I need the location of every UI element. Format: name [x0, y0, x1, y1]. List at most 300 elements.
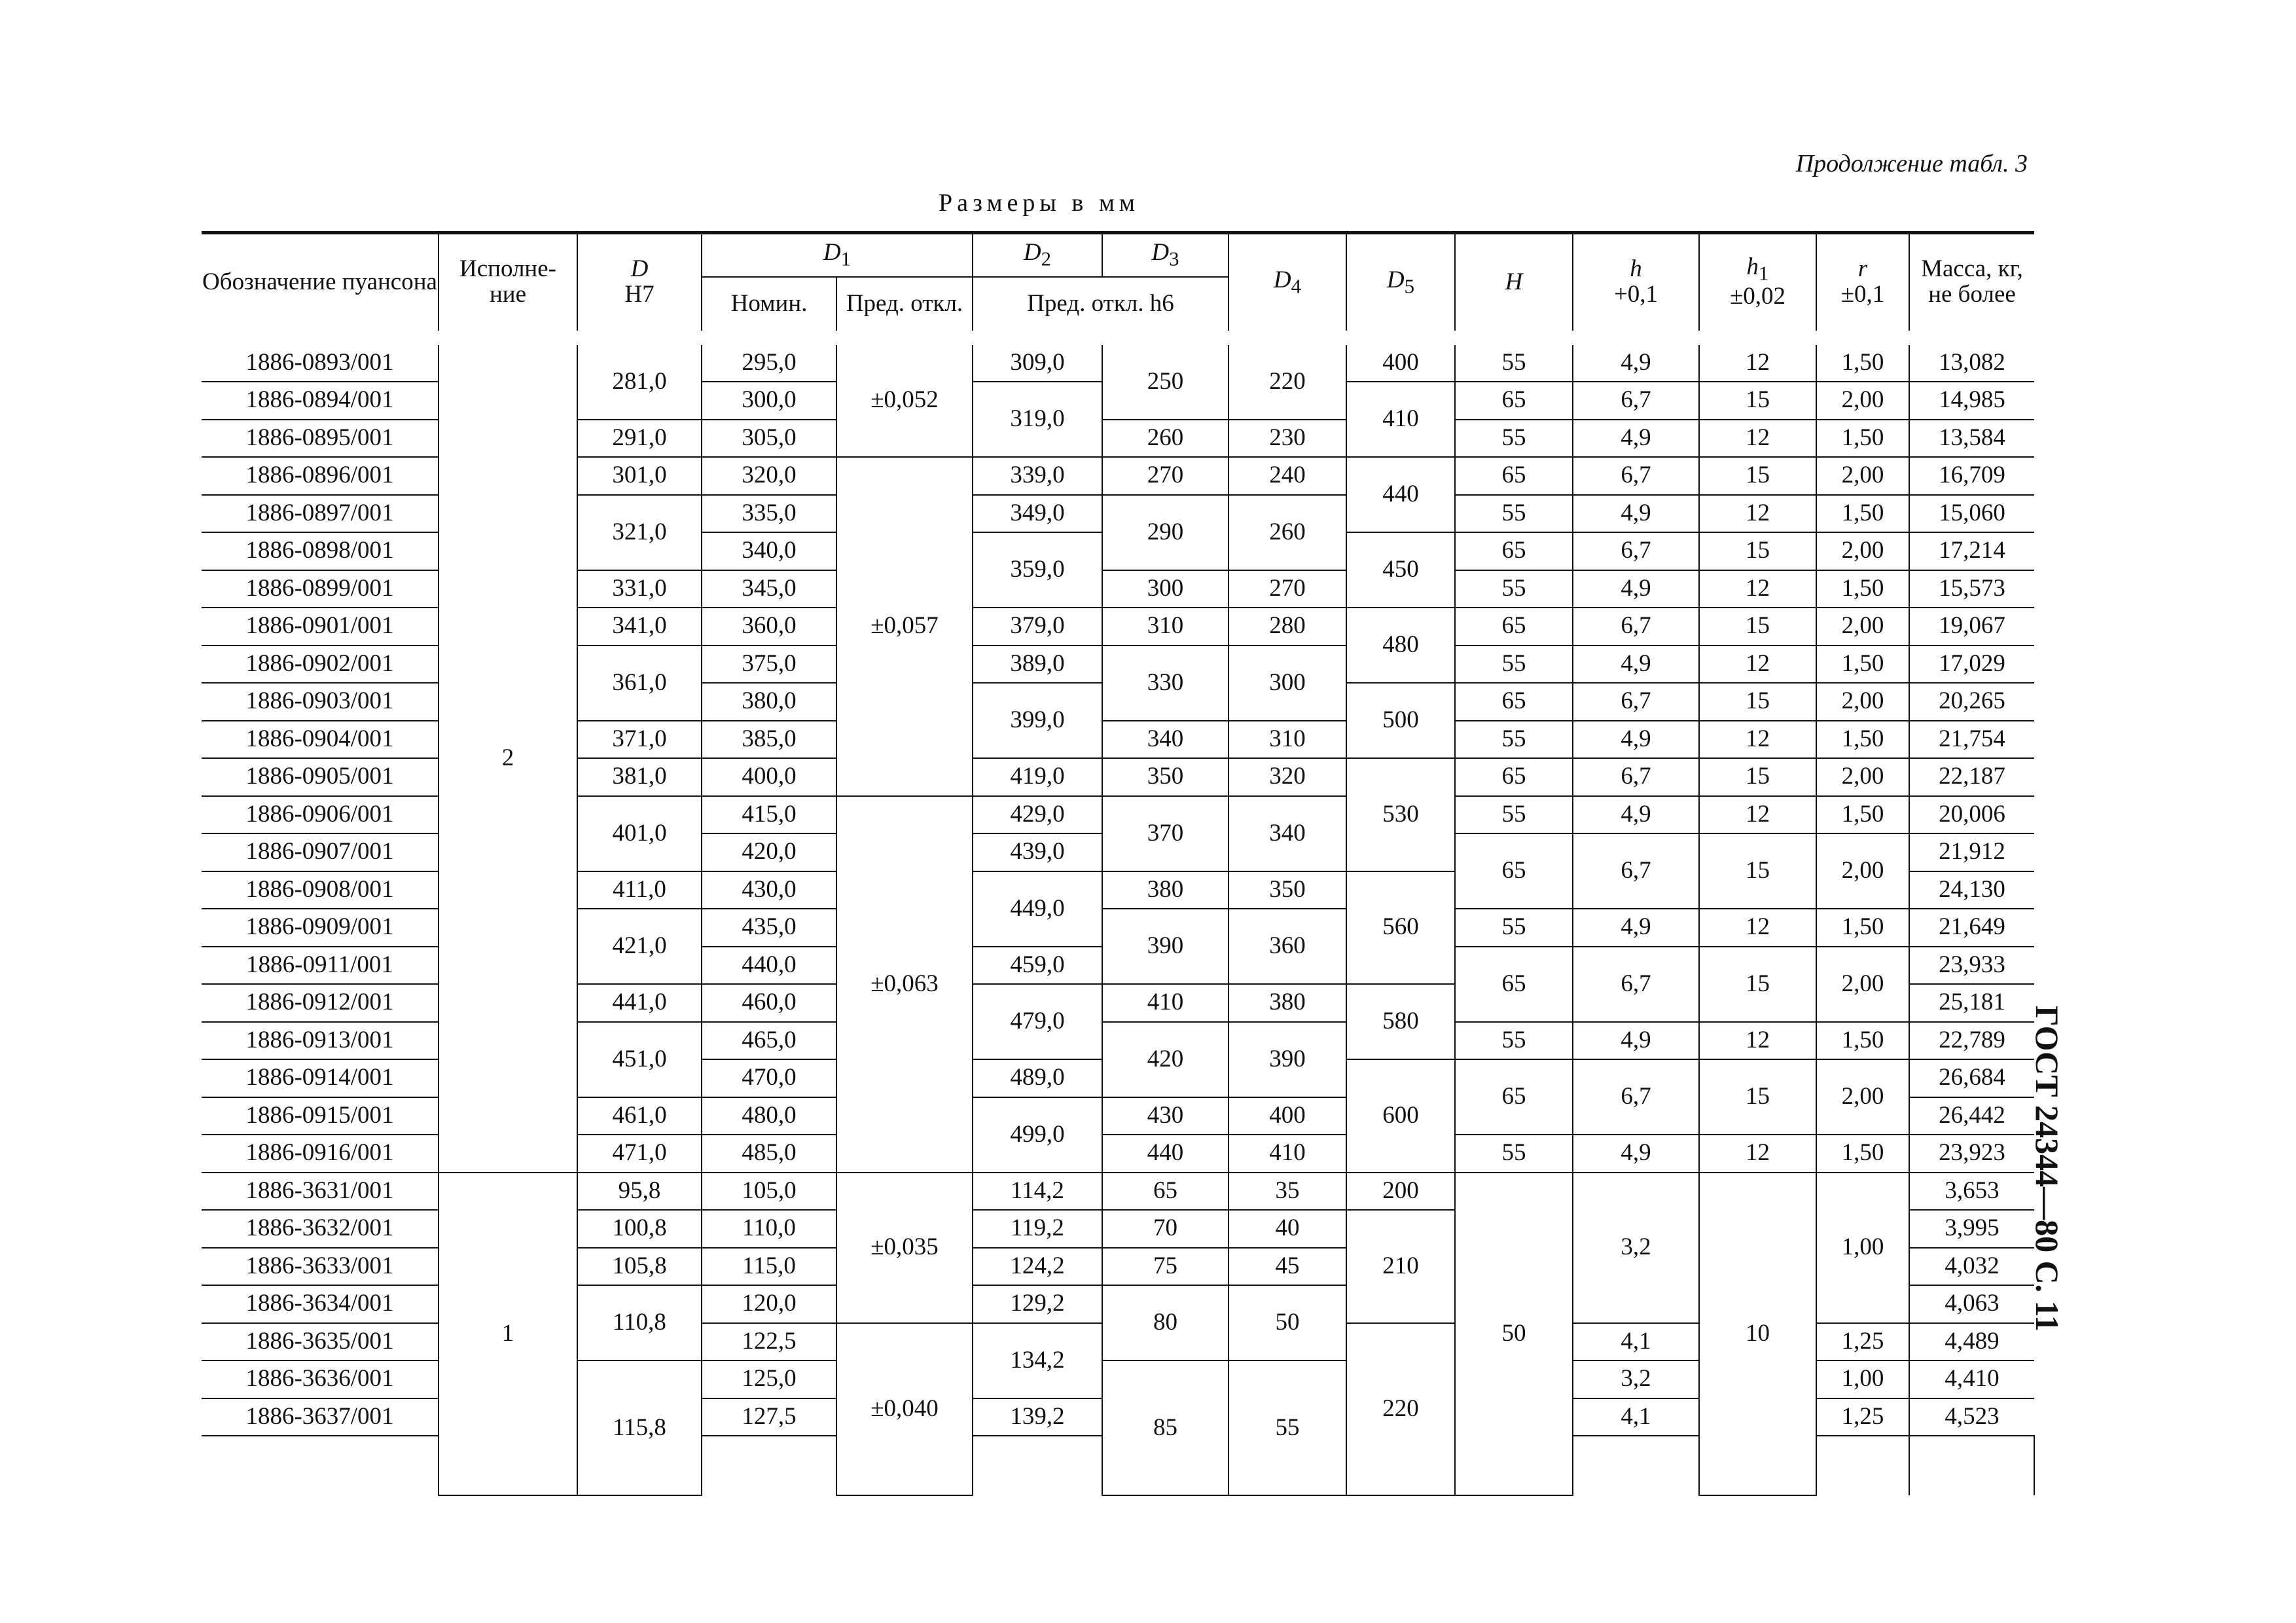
cell-oboznachenie: 1886-0903/001 [202, 683, 439, 721]
cell-D: 401,0 [577, 796, 702, 871]
cell-D2: 459,0 [973, 947, 1102, 985]
cell-D1-nomin: 340,0 [702, 532, 836, 570]
cell-D4: 40 [1229, 1210, 1346, 1248]
cell-D1-nomin: 115,0 [702, 1248, 836, 1286]
cell-D2: 419,0 [973, 758, 1102, 796]
cell-massa: 4,032 [1909, 1248, 2034, 1286]
cell-D5: 480 [1346, 608, 1455, 683]
cell-D2: 134,2 [973, 1323, 1102, 1398]
cell-H: 55 [1455, 420, 1573, 458]
cell-h: 4,9 [1573, 570, 1699, 608]
cell-D: 411,0 [577, 871, 702, 909]
col-D3: $D_3$ [1102, 233, 1229, 277]
cell-massa: 26,442 [1909, 1097, 2034, 1135]
cell-massa: 4,063 [1909, 1285, 2034, 1323]
cell-D5: 450 [1346, 532, 1455, 608]
cell-massa: 19,067 [1909, 608, 2034, 646]
cell-massa: 3,653 [1909, 1173, 2034, 1211]
cell-oboznachenie: 1886-0898/001 [202, 532, 439, 570]
col-D4: $D_4$ [1229, 233, 1346, 338]
cell-D1-tol: ±0,063 [836, 796, 973, 1173]
cell-D2: 399,0 [973, 683, 1102, 758]
cell-r: 1,50 [1816, 1135, 1909, 1173]
cell-r: 2,00 [1816, 683, 1909, 721]
cell-D3: 420 [1102, 1022, 1229, 1097]
cell-D4: 400 [1229, 1097, 1346, 1135]
cell-massa: 23,933 [1909, 947, 2034, 985]
cell-D5: 580 [1346, 984, 1455, 1059]
col-D1-pred-otkl: Пред. откл. [836, 277, 973, 338]
cell-D3: 410 [1102, 984, 1229, 1022]
cell-r: 1,50 [1816, 570, 1909, 608]
cell-h: 4,9 [1573, 420, 1699, 458]
cell-h: 6,7 [1573, 947, 1699, 1022]
cell-D: 95,8 [577, 1173, 702, 1211]
cell-D: 281,0 [577, 338, 702, 420]
cell-massa: 22,187 [1909, 758, 2034, 796]
cell-r: 2,00 [1816, 833, 1909, 909]
cell-h: 4,9 [1573, 495, 1699, 533]
cell-D1-nomin: 435,0 [702, 909, 836, 947]
cell-H: 65 [1455, 833, 1573, 909]
cell-h: 6,7 [1573, 1059, 1699, 1135]
cell-D2: 114,2 [973, 1173, 1102, 1211]
cell-D4: 390 [1229, 1022, 1346, 1097]
cell-h: 4,1 [1573, 1323, 1699, 1361]
cell-H: 55 [1455, 796, 1573, 834]
cell-D3: 430 [1102, 1097, 1229, 1135]
cell-D4: 220 [1229, 338, 1346, 420]
cell-h1: 15 [1699, 947, 1816, 1022]
cell-D1-nomin: 305,0 [702, 420, 836, 458]
cell-D: 371,0 [577, 721, 702, 759]
cell-D5: 200 [1346, 1173, 1455, 1211]
cell-oboznachenie: 1886-3631/001 [202, 1173, 439, 1211]
cell-h: 6,7 [1573, 833, 1699, 909]
cell-h: 6,7 [1573, 758, 1699, 796]
col-h: h +0,1 [1573, 233, 1699, 338]
cell-D1-tol: ±0,052 [836, 338, 973, 458]
cell-h: 6,7 [1573, 532, 1699, 570]
cell-D: 451,0 [577, 1022, 702, 1097]
cell-D1-nomin: 320,0 [702, 457, 836, 495]
cell-massa: 14,985 [1909, 382, 2034, 420]
cell-D: 331,0 [577, 570, 702, 608]
cell-D3: 70 [1102, 1210, 1229, 1248]
cell-h1: 15 [1699, 1059, 1816, 1135]
cell-D2: 499,0 [973, 1097, 1102, 1173]
cell-H: 55 [1455, 646, 1573, 684]
cell-D4: 55 [1229, 1360, 1346, 1495]
cell-D: 441,0 [577, 984, 702, 1022]
cell-D3: 75 [1102, 1248, 1229, 1286]
cell-D1-nomin: 420,0 [702, 833, 836, 871]
cell-D2: 309,0 [973, 338, 1102, 382]
cell-D: 110,8 [577, 1285, 702, 1360]
cell-D1-nomin: 400,0 [702, 758, 836, 796]
cell-D2: 139,2 [973, 1398, 1102, 1436]
cell-D1-nomin: 345,0 [702, 570, 836, 608]
cell-H: 65 [1455, 382, 1573, 420]
cell-r: 1,50 [1816, 495, 1909, 533]
cell-oboznachenie: 1886-0911/001 [202, 947, 439, 985]
cell-h1: 15 [1699, 758, 1816, 796]
cell-oboznachenie: 1886-3635/001 [202, 1323, 439, 1361]
cell-h: 6,7 [1573, 457, 1699, 495]
col-H: H [1455, 233, 1573, 338]
filler-cell [202, 1436, 439, 1495]
col-D1: $D_1$ [702, 233, 973, 277]
cell-ispolnenie: 1 [439, 1173, 577, 1496]
cell-D: 105,8 [577, 1248, 702, 1286]
cell-H: 65 [1455, 1059, 1573, 1135]
cell-oboznachenie: 1886-0902/001 [202, 646, 439, 684]
cell-D: 361,0 [577, 646, 702, 721]
cell-H: 50 [1455, 1173, 1573, 1496]
cell-D: 381,0 [577, 758, 702, 796]
cell-massa: 22,789 [1909, 1022, 2034, 1060]
cell-D2: 479,0 [973, 984, 1102, 1059]
cell-D1-nomin: 375,0 [702, 646, 836, 684]
punch-dimensions-table [202, 231, 2034, 1496]
cell-r: 1,50 [1816, 338, 1909, 382]
col-D2-D3-pred-otkl-h6: Пред. откл. h6 [973, 277, 1229, 338]
cell-D2: 124,2 [973, 1248, 1102, 1286]
cell-h: 4,9 [1573, 721, 1699, 759]
col-massa: Масса, кг, не более [1909, 233, 2034, 338]
cell-h1: 15 [1699, 532, 1816, 570]
cell-D3: 390 [1102, 909, 1229, 984]
cell-oboznachenie: 1886-0907/001 [202, 833, 439, 871]
cell-oboznachenie: 1886-0904/001 [202, 721, 439, 759]
cell-D1-tol: ±0,040 [836, 1323, 973, 1496]
cell-D1-nomin: 300,0 [702, 382, 836, 420]
cell-oboznachenie: 1886-3636/001 [202, 1360, 439, 1398]
cell-oboznachenie: 1886-0913/001 [202, 1022, 439, 1060]
cell-h1: 15 [1699, 683, 1816, 721]
cell-D1-nomin: 380,0 [702, 683, 836, 721]
cell-h1: 12 [1699, 646, 1816, 684]
cell-r: 1,50 [1816, 721, 1909, 759]
units-caption: Размеры в мм [939, 189, 1139, 217]
cell-h1: 12 [1699, 495, 1816, 533]
cell-h: 3,2 [1573, 1173, 1699, 1323]
cell-h: 4,9 [1573, 338, 1699, 382]
cell-r: 2,00 [1816, 1059, 1909, 1135]
cell-D2: 489,0 [973, 1059, 1102, 1097]
cell-D1-nomin: 460,0 [702, 984, 836, 1022]
col-r: r ±0,1 [1816, 233, 1909, 338]
cell-r: 1,25 [1816, 1323, 1909, 1361]
cell-oboznachenie: 1886-0908/001 [202, 871, 439, 909]
cell-H: 65 [1455, 457, 1573, 495]
cell-massa: 21,649 [1909, 909, 2034, 947]
cell-r: 1,00 [1816, 1173, 1909, 1323]
cell-D1-nomin: 295,0 [702, 338, 836, 382]
table-row [202, 338, 2034, 382]
cell-massa: 24,130 [1909, 871, 2034, 909]
cell-D: 100,8 [577, 1210, 702, 1248]
cell-D: 421,0 [577, 909, 702, 984]
cell-D: 461,0 [577, 1097, 702, 1135]
cell-D3: 80 [1102, 1285, 1229, 1360]
cell-D1-tol: ±0,057 [836, 457, 973, 796]
cell-D: 471,0 [577, 1135, 702, 1173]
cell-D2: 439,0 [973, 833, 1102, 871]
cell-D1-nomin: 440,0 [702, 947, 836, 985]
cell-D4: 340 [1229, 796, 1346, 871]
table-header [202, 233, 2034, 338]
cell-D1-nomin: 465,0 [702, 1022, 836, 1060]
col-h1: $h_1$ ±0,02 [1699, 233, 1816, 338]
cell-massa: 25,181 [1909, 984, 2034, 1022]
cell-H: 55 [1455, 338, 1573, 382]
filler-cell [702, 1436, 836, 1495]
cell-massa: 17,029 [1909, 646, 2034, 684]
cell-D1-nomin: 120,0 [702, 1285, 836, 1323]
cell-D4: 380 [1229, 984, 1346, 1022]
table-body [202, 338, 2034, 1496]
cell-D4: 260 [1229, 495, 1346, 570]
filler-cell [1816, 1436, 1909, 1495]
cell-D5: 410 [1346, 382, 1455, 457]
cell-r: 2,00 [1816, 947, 1909, 1022]
cell-H: 65 [1455, 683, 1573, 721]
cell-r: 1,50 [1816, 420, 1909, 458]
cell-D3: 380 [1102, 871, 1229, 909]
cell-D4: 230 [1229, 420, 1346, 458]
cell-h: 6,7 [1573, 382, 1699, 420]
cell-h1: 10 [1699, 1173, 1816, 1496]
cell-D1-nomin: 122,5 [702, 1323, 836, 1361]
cell-r: 2,00 [1816, 532, 1909, 570]
cell-h1: 15 [1699, 382, 1816, 420]
cell-r: 1,50 [1816, 909, 1909, 947]
filler-cell [973, 1436, 1102, 1495]
col-D: D H7 [577, 233, 702, 338]
cell-D4: 35 [1229, 1173, 1346, 1211]
cell-D4: 410 [1229, 1135, 1346, 1173]
cell-D1-nomin: 360,0 [702, 608, 836, 646]
cell-D3: 440 [1102, 1135, 1229, 1173]
cell-D2: 359,0 [973, 532, 1102, 608]
cell-D3: 250 [1102, 338, 1229, 420]
cell-D3: 370 [1102, 796, 1229, 871]
cell-h: 4,9 [1573, 796, 1699, 834]
cell-h: 4,9 [1573, 909, 1699, 947]
cell-D4: 50 [1229, 1285, 1346, 1360]
cell-D2: 349,0 [973, 495, 1102, 533]
cell-massa: 15,573 [1909, 570, 2034, 608]
cell-D1-nomin: 415,0 [702, 796, 836, 834]
cell-D4: 320 [1229, 758, 1346, 796]
cell-massa: 16,709 [1909, 457, 2034, 495]
cell-D1-nomin: 125,0 [702, 1360, 836, 1398]
cell-D1-nomin: 105,0 [702, 1173, 836, 1211]
cell-D1-nomin: 480,0 [702, 1097, 836, 1135]
cell-oboznachenie: 1886-3633/001 [202, 1248, 439, 1286]
cell-D1-nomin: 110,0 [702, 1210, 836, 1248]
cell-D2: 319,0 [973, 382, 1102, 457]
cell-massa: 4,489 [1909, 1323, 2034, 1361]
cell-oboznachenie: 1886-0916/001 [202, 1135, 439, 1173]
cell-massa: 4,410 [1909, 1360, 2034, 1398]
cell-D4: 350 [1229, 871, 1346, 909]
cell-r: 2,00 [1816, 382, 1909, 420]
cell-D3: 330 [1102, 646, 1229, 721]
cell-H: 65 [1455, 758, 1573, 796]
standard-page-label: ГОСТ 24344—80 С. 11 [2029, 1006, 2066, 1332]
cell-massa: 13,082 [1909, 338, 2034, 382]
cell-D3: 260 [1102, 420, 1229, 458]
cell-massa: 26,684 [1909, 1059, 2034, 1097]
cell-D2: 129,2 [973, 1285, 1102, 1323]
cell-oboznachenie: 1886-0906/001 [202, 796, 439, 834]
cell-h1: 12 [1699, 420, 1816, 458]
cell-h1: 12 [1699, 1135, 1816, 1173]
cell-D3: 270 [1102, 457, 1229, 495]
cell-D4: 280 [1229, 608, 1346, 646]
cell-D: 291,0 [577, 420, 702, 458]
cell-H: 55 [1455, 909, 1573, 947]
cell-H: 65 [1455, 532, 1573, 570]
cell-D5: 560 [1346, 871, 1455, 985]
cell-oboznachenie: 1886-0893/001 [202, 338, 439, 382]
cell-D5: 400 [1346, 338, 1455, 382]
cell-H: 65 [1455, 608, 1573, 646]
cell-massa: 20,265 [1909, 683, 2034, 721]
cell-h: 4,1 [1573, 1398, 1699, 1436]
col-ispolnenie: Исполне- ние [439, 233, 577, 338]
cell-h1: 15 [1699, 608, 1816, 646]
cell-D1-nomin: 127,5 [702, 1398, 836, 1436]
cell-r: 1,25 [1816, 1398, 1909, 1436]
cell-massa: 23,923 [1909, 1135, 2034, 1173]
cell-oboznachenie: 1886-0901/001 [202, 608, 439, 646]
cell-h1: 12 [1699, 570, 1816, 608]
cell-massa: 21,754 [1909, 721, 2034, 759]
cell-D2: 429,0 [973, 796, 1102, 834]
cell-oboznachenie: 1886-3632/001 [202, 1210, 439, 1248]
cell-h1: 15 [1699, 457, 1816, 495]
cell-massa: 3,995 [1909, 1210, 2034, 1248]
cell-oboznachenie: 1886-3637/001 [202, 1398, 439, 1436]
cell-D1-nomin: 485,0 [702, 1135, 836, 1173]
cell-h: 4,9 [1573, 646, 1699, 684]
cell-D5: 530 [1346, 758, 1455, 871]
cell-h: 4,9 [1573, 1022, 1699, 1060]
cell-D5: 220 [1346, 1323, 1455, 1496]
cell-D3: 300 [1102, 570, 1229, 608]
cell-h1: 12 [1699, 338, 1816, 382]
cell-H: 55 [1455, 1022, 1573, 1060]
col-D5: $D_5$ [1346, 233, 1455, 338]
cell-D4: 300 [1229, 646, 1346, 721]
cell-h: 6,7 [1573, 608, 1699, 646]
cell-massa: 21,912 [1909, 833, 2034, 871]
cell-D1-nomin: 470,0 [702, 1059, 836, 1097]
cell-oboznachenie: 1886-0912/001 [202, 984, 439, 1022]
cell-h1: 12 [1699, 796, 1816, 834]
cell-D4: 270 [1229, 570, 1346, 608]
cell-D2: 339,0 [973, 457, 1102, 495]
cell-massa: 13,584 [1909, 420, 2034, 458]
cell-D2: 449,0 [973, 871, 1102, 947]
cell-massa: 15,060 [1909, 495, 2034, 533]
cell-D3: 65 [1102, 1173, 1229, 1211]
cell-D2: 389,0 [973, 646, 1102, 684]
cell-D1-tol: ±0,035 [836, 1173, 973, 1323]
cell-H: 55 [1455, 495, 1573, 533]
cell-oboznachenie: 1886-0905/001 [202, 758, 439, 796]
cell-r: 1,50 [1816, 1022, 1909, 1060]
cell-oboznachenie: 1886-0895/001 [202, 420, 439, 458]
cell-H: 55 [1455, 1135, 1573, 1173]
col-oboznachenie: Обозначение пуансона [202, 233, 439, 338]
cell-r: 1,50 [1816, 646, 1909, 684]
cell-H: 55 [1455, 721, 1573, 759]
cell-h: 4,9 [1573, 1135, 1699, 1173]
cell-H: 55 [1455, 570, 1573, 608]
cell-r: 2,00 [1816, 608, 1909, 646]
cell-D5: 600 [1346, 1059, 1455, 1173]
cell-oboznachenie: 1886-0894/001 [202, 382, 439, 420]
cell-ispolnenie: 2 [439, 338, 577, 1173]
cell-massa: 20,006 [1909, 796, 2034, 834]
cell-oboznachenie: 1886-0896/001 [202, 457, 439, 495]
filler-cell [1573, 1436, 1699, 1495]
cell-D5: 210 [1346, 1210, 1455, 1323]
cell-h1: 12 [1699, 909, 1816, 947]
cell-r: 2,00 [1816, 457, 1909, 495]
cell-h1: 15 [1699, 833, 1816, 909]
cell-h: 6,7 [1573, 683, 1699, 721]
col-D2: $D_2$ [973, 233, 1102, 277]
cell-D3: 290 [1102, 495, 1229, 570]
cell-oboznachenie: 1886-0915/001 [202, 1097, 439, 1135]
col-D1-nomin: Номин. [702, 277, 836, 338]
cell-D2: 379,0 [973, 608, 1102, 646]
cell-h: 3,2 [1573, 1360, 1699, 1398]
cell-D3: 350 [1102, 758, 1229, 796]
continuation-label: Продолжение табл. 3 [1795, 150, 2028, 177]
cell-oboznachenie: 1886-3634/001 [202, 1285, 439, 1323]
cell-D: 115,8 [577, 1360, 702, 1495]
cell-D: 321,0 [577, 495, 702, 570]
cell-D: 341,0 [577, 608, 702, 646]
cell-oboznachenie: 1886-0909/001 [202, 909, 439, 947]
cell-D2: 119,2 [973, 1210, 1102, 1248]
cell-oboznachenie: 1886-0897/001 [202, 495, 439, 533]
cell-h1: 12 [1699, 1022, 1816, 1060]
cell-D4: 310 [1229, 721, 1346, 759]
cell-oboznachenie: 1886-0914/001 [202, 1059, 439, 1097]
cell-D4: 45 [1229, 1248, 1346, 1286]
cell-D1-nomin: 385,0 [702, 721, 836, 759]
cell-D3: 310 [1102, 608, 1229, 646]
cell-D5: 440 [1346, 457, 1455, 532]
cell-D1-nomin: 335,0 [702, 495, 836, 533]
filler-cell [1909, 1436, 2034, 1495]
cell-r: 1,00 [1816, 1360, 1909, 1398]
cell-D1-nomin: 430,0 [702, 871, 836, 909]
cell-D4: 360 [1229, 909, 1346, 984]
cell-D3: 340 [1102, 721, 1229, 759]
cell-massa: 17,214 [1909, 532, 2034, 570]
cell-H: 65 [1455, 947, 1573, 1022]
table-row [202, 1173, 2034, 1211]
cell-D4: 240 [1229, 457, 1346, 495]
